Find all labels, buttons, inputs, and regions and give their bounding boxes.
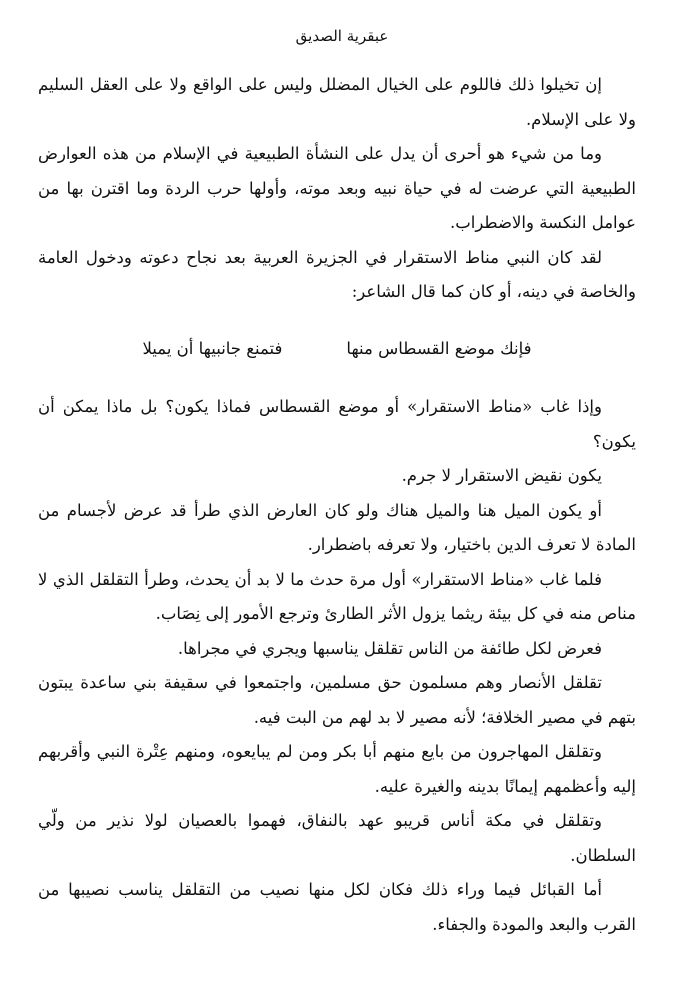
paragraph: وإذا غاب «مناط الاستقرار» أو موضع القسطاس فماذا يكون؟ بل ماذا يمكن أن يكون؟ xyxy=(38,397,636,451)
paragraph: أو يكون الميل هنا والميل هناك ولو كان العارض الذي طرأ قد عرض لأجسام من المادة لا تعرف الدين باختيار، ولا تعرفه باضطرار. xyxy=(38,500,636,554)
paragraph: يكون نقيض الاستقرار لا جرم. xyxy=(401,466,602,485)
paragraph: فلما غاب «مناط الاستقرار» أول مرة حدث ما لا بد أن يحدث، وطرأ التقلقل الذي لا مناص منه في كل بيئة ريثما يزول الأثر الطارئ وترجع الأمور إلى نِصَاب. xyxy=(38,569,636,623)
poetry-verse xyxy=(38,332,636,367)
verse-second-hemistich: فتمنع جانبيها أن يميلا xyxy=(142,338,283,358)
paragraph: فعرض لكل طائفة من الناس تقلقل يناسبها ويجري في مجراها. xyxy=(177,638,602,658)
paragraph: أما القبائل فيما وراء ذلك فكان لكل منها نصيب من التقلقل يناسب نصيبها من القرب والبعد والمودة والجفاء. xyxy=(38,880,636,934)
text-body xyxy=(38,68,636,942)
paragraph: وتقلقل المهاجرون من بايع منهم أبا بكر ومن لم يبايعوه، ومنهم عِتْرة النبي وأقربهم إليه وأعظمهم إيمانًا بدينه والغيرة عليه. xyxy=(38,742,636,796)
paragraph: لقد كان النبي مناط الاستقرار في الجزيرة العربية بعد نجاح دعوته ودخول العامة والخاصة في دينه، أو كان كما قال الشاعر: xyxy=(38,247,636,301)
paragraph: إن تخيلوا ذلك فاللوم على الخيال المضلل وليس على الواقع ولا على العقل السليم ولا على الإسلام. xyxy=(38,75,636,129)
paragraph: وما من شيء هو أحرى أن يدل على النشأة الطبيعية في الإسلام من هذه العوارض الطبيعية التي عرضت له في حياة نبيه وبعد موته، وأولها حرب الردة وما اقترن بها من عوامل النكسة والاضطراب. xyxy=(38,144,636,232)
paragraph: تقلقل الأنصار وهم مسلمون حق مسلمين، واجتمعوا في سقيفة بني ساعدة يبتون بتهم في مصير الخلافة؛ لأنه مصير لا بد لهم من البت فيه. xyxy=(38,673,636,727)
verse-first-hemistich: فإنك موضع القسطاس منها xyxy=(346,338,532,358)
paragraph: وتقلقل في مكة أناس قريبو عهد بالنفاق، فهموا بالعصيان لولا نذير من ولّي السلطان. xyxy=(38,811,636,865)
running-header: عبقرية الصديق xyxy=(295,27,389,45)
